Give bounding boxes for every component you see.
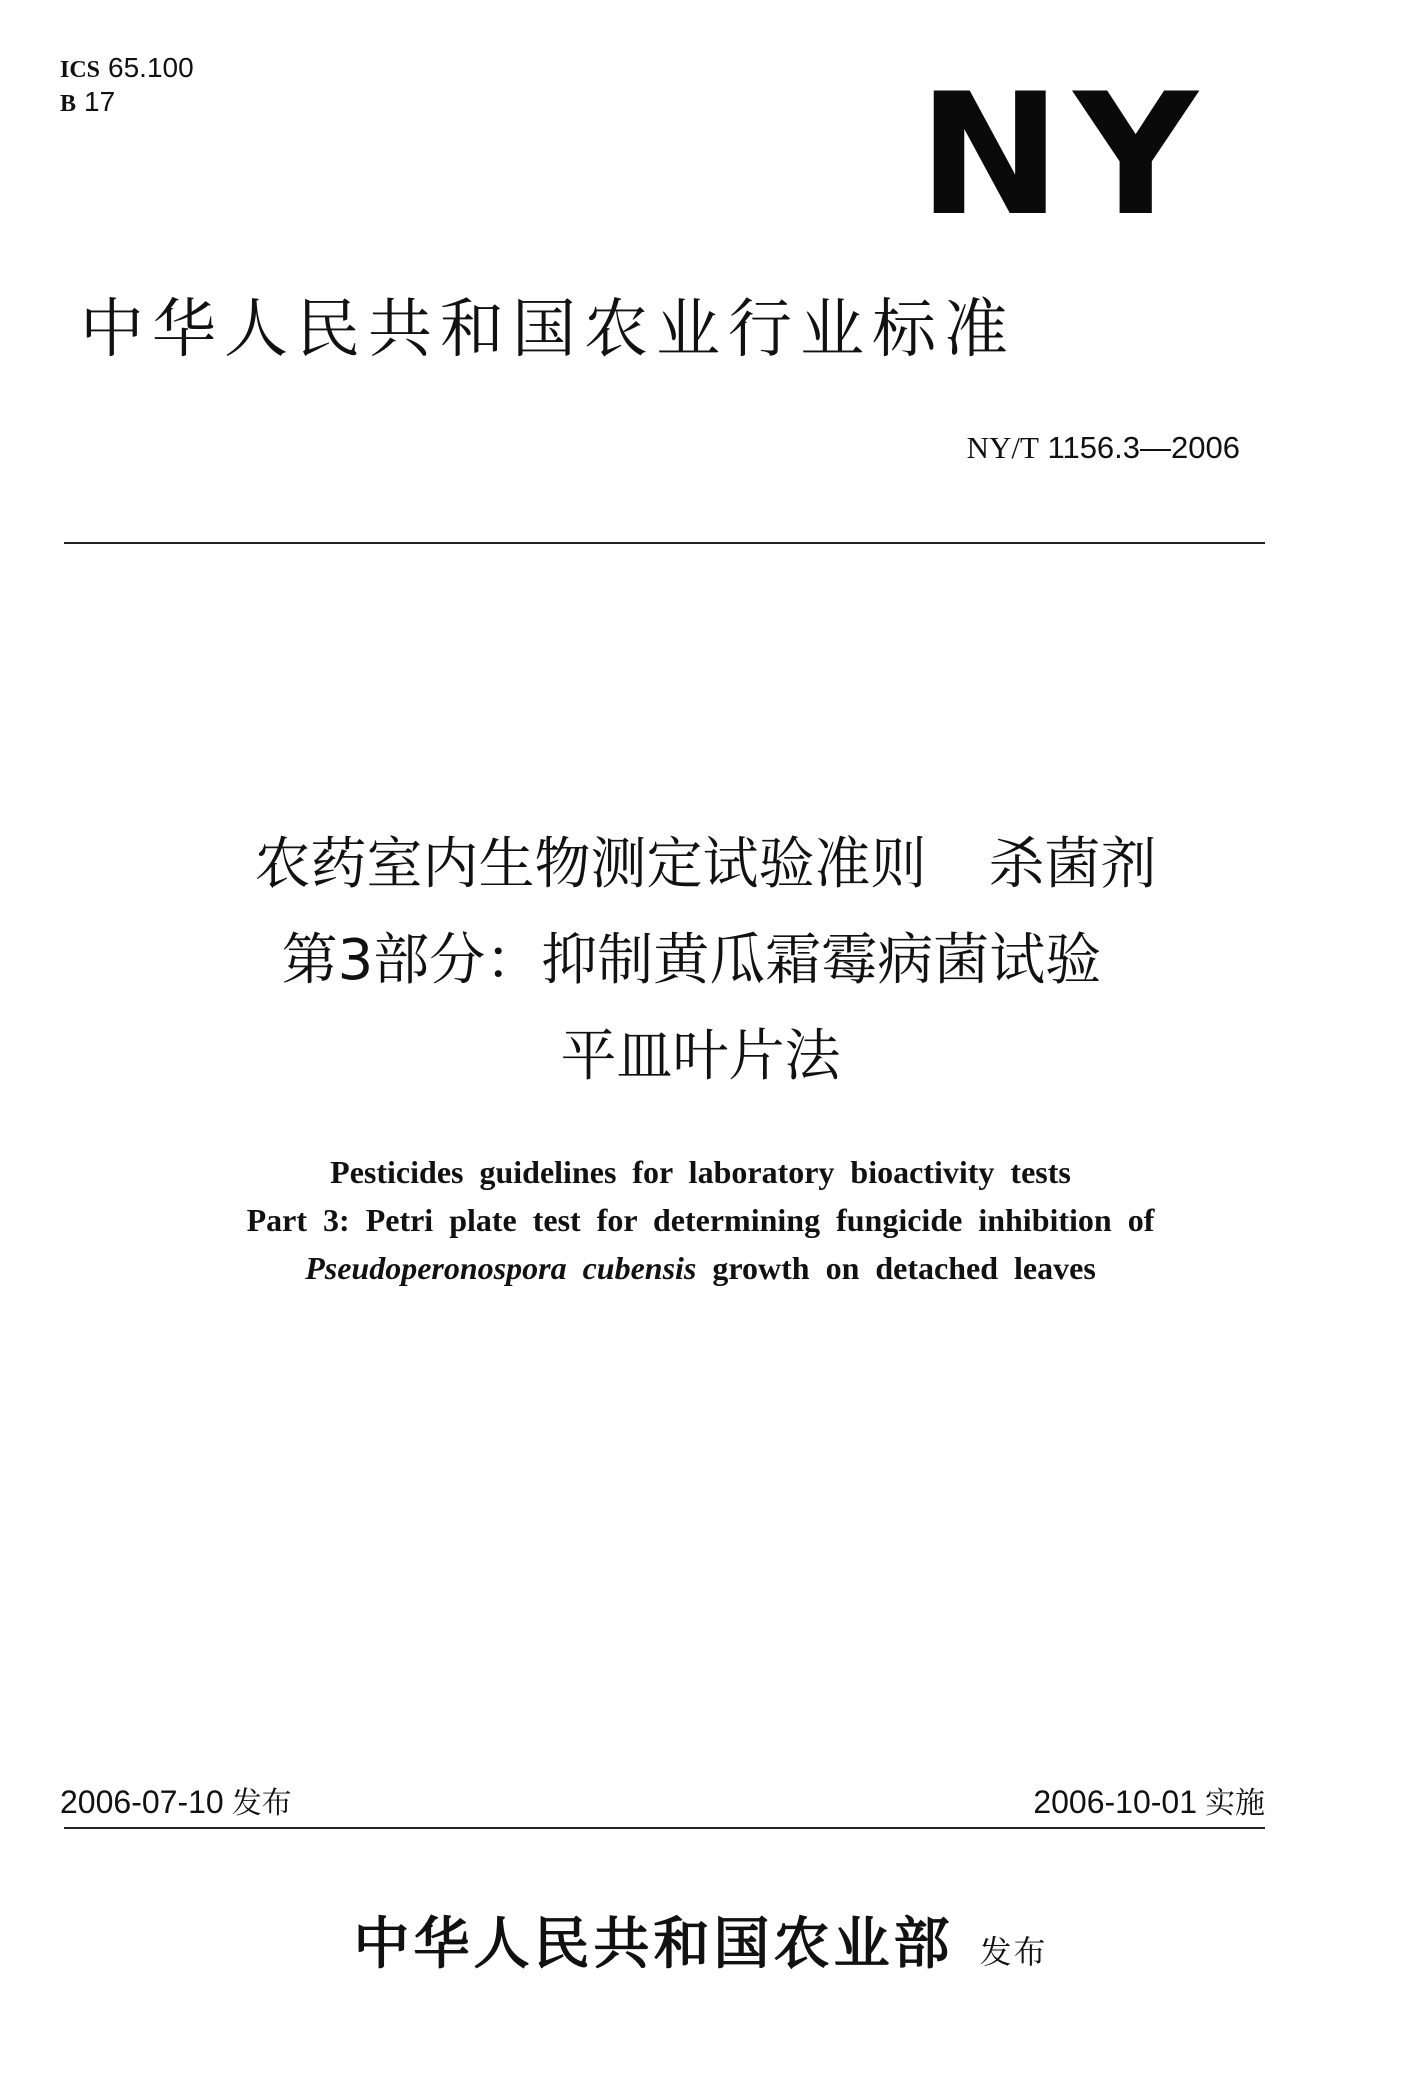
standard-number-value: 1156.3—2006 <box>1047 430 1240 465</box>
issue-date-label: 发布 <box>231 1786 292 1821</box>
cn-title-line1-part2: 杀菌剂 <box>988 832 1157 897</box>
standard-number <box>900 430 1240 466</box>
standard-title: 中华人民共和国农业行业标准 <box>80 293 1016 367</box>
bottom-divider <box>64 1827 1265 1829</box>
classification-code <box>60 86 115 118</box>
cn-title-line1 <box>0 830 1401 900</box>
ics-prefix: ICS <box>60 57 101 83</box>
ics-code <box>60 52 194 84</box>
en-title-line3 <box>0 1244 1401 1292</box>
ics-value: 65.100 <box>108 52 194 83</box>
issue-date-value: 2006-07-10 <box>60 1784 224 1820</box>
top-divider <box>64 542 1265 544</box>
issue-date <box>60 1778 292 1822</box>
en-title-line1: Pesticides guidelines for laboratory bioactivity tests <box>330 1154 1071 1190</box>
classification-prefix: B <box>60 91 77 117</box>
publisher-name: 中华人民共和国农业部 <box>353 1911 954 1977</box>
implementation-date-label: 实施 <box>1205 1786 1265 1821</box>
en-title-line2: Part 3: Petri plate test for determining fungicide inhibition of <box>246 1202 1155 1238</box>
ny-logo: NY <box>918 57 1210 253</box>
publisher <box>0 1900 1401 1980</box>
classification-value: 17 <box>84 86 116 117</box>
implementation-date <box>1033 1778 1265 1822</box>
implementation-date-value: 2006-10-01 <box>1033 1784 1197 1820</box>
en-title-line3-rest: growth on detached leaves <box>696 1250 1096 1286</box>
en-title-species: Pseudoperonospora cubensis <box>305 1250 697 1286</box>
cn-title-line1-part1: 农药室内生物测定试验准则 <box>254 832 927 897</box>
cn-title-line3: 平皿叶片法 <box>560 1024 841 1089</box>
standard-number-prefix: NY/T <box>966 430 1039 465</box>
publisher-label: 发布 <box>979 1933 1048 1971</box>
cn-title-line2: 第3部分：抑制黄瓜霜霉病菌试验 <box>281 928 1102 993</box>
